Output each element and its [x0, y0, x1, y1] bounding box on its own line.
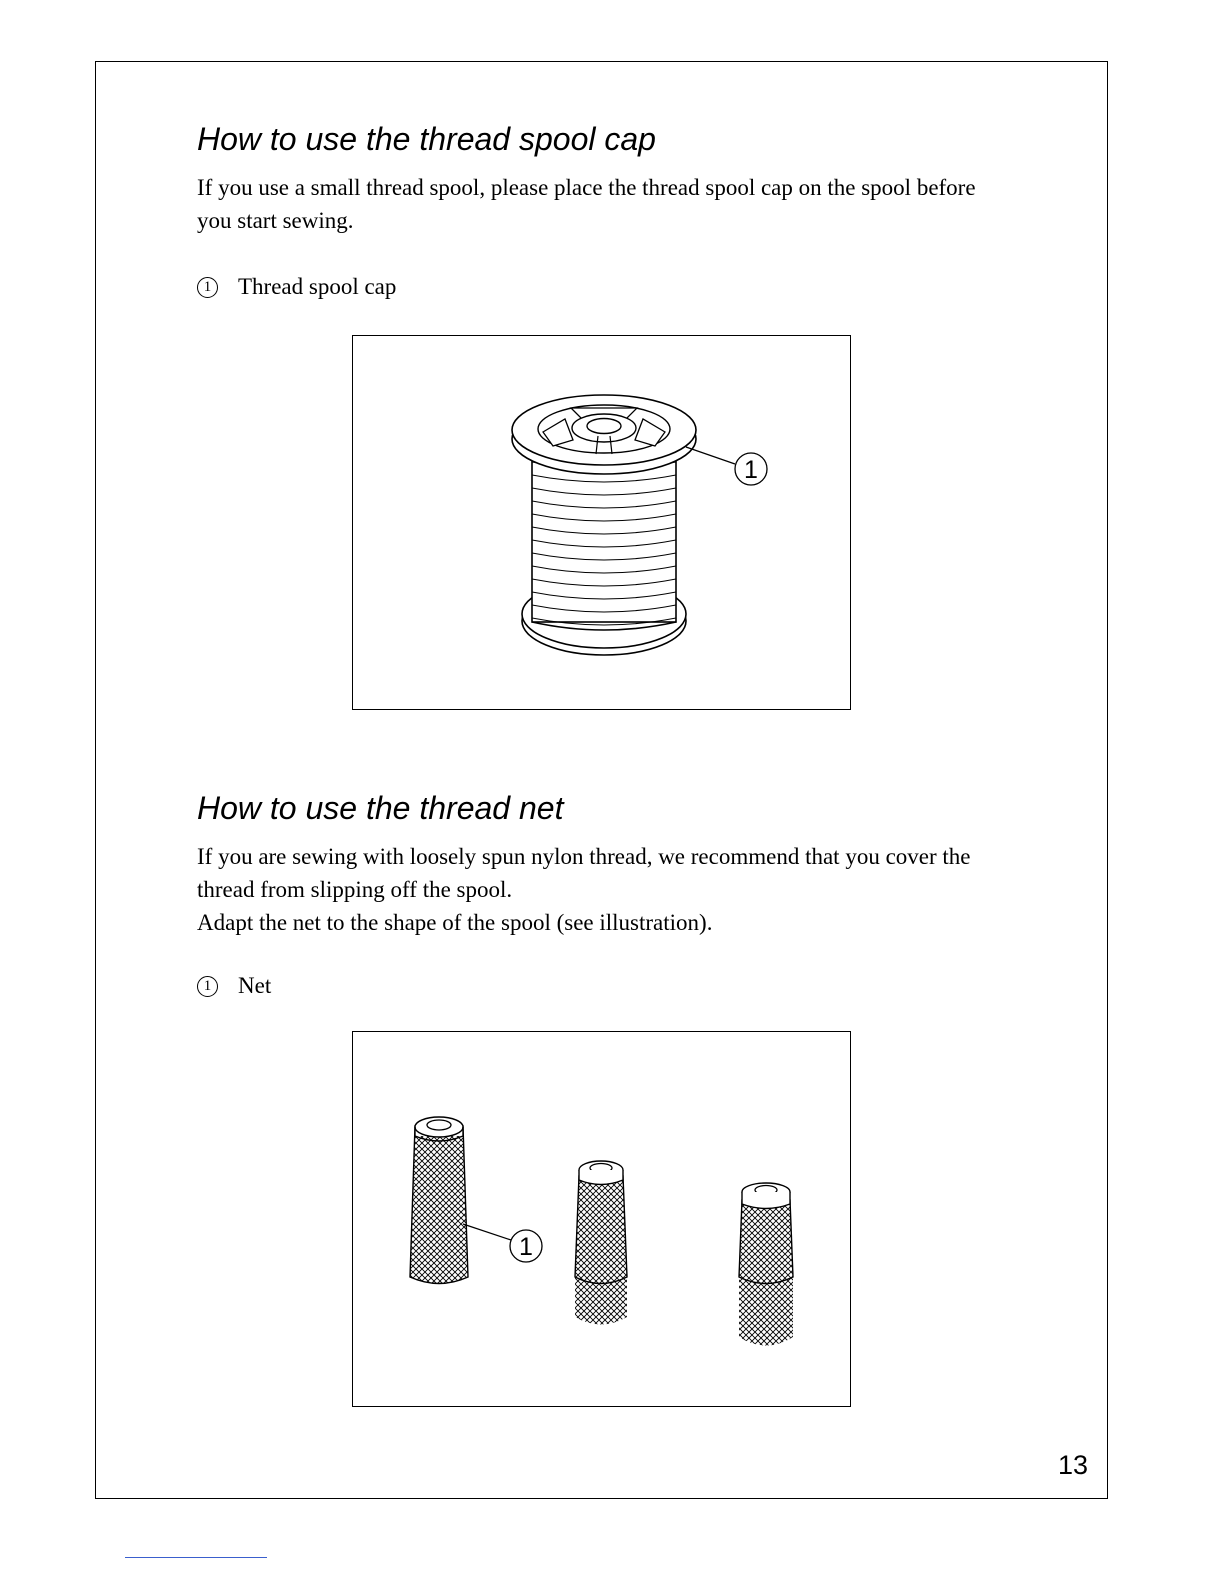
spool-cap-callout: [686, 447, 767, 485]
spool-net-extended-short: [739, 1183, 793, 1346]
spool-cap-figure: [352, 335, 851, 710]
legend-marker: 1: [197, 277, 218, 298]
spool-cap-paragraph-line: If you use a small thread spool, please place the thread spool cap on the spool before: [197, 175, 976, 200]
thread-net-paragraph-line: If you are sewing with loosely spun nylon thread, we recommend that you cover the: [197, 844, 971, 869]
legend-label: Net: [238, 973, 272, 998]
thread-net-figure: [352, 1031, 851, 1407]
section-title-thread-net: How to use the thread net: [197, 790, 564, 826]
thread-spool-with-cap-illustration: [353, 336, 850, 709]
spool-net-extended-medium: [575, 1161, 627, 1325]
thread-net-paragraph: [197, 840, 971, 939]
section-title-spool-cap: How to use the thread spool cap: [197, 121, 656, 157]
spool-cap-paragraph: [197, 171, 976, 237]
legend-label: Thread spool cap: [238, 274, 397, 299]
net-callout: [463, 1224, 542, 1262]
spool-net-full-cover: [410, 1117, 468, 1284]
thread-net-on-spools-illustration: [353, 1032, 850, 1406]
spool-cap-paragraph-line: you start sewing.: [197, 208, 354, 233]
footer-rule: [125, 1557, 267, 1558]
callout-number: 1: [744, 456, 758, 484]
thread-net-paragraph-line: Adapt the net to the shape of the spool (see illustration).: [197, 910, 713, 935]
callout-number: 1: [519, 1233, 533, 1261]
legend-marker: 1: [197, 976, 218, 997]
thread-spool-cap: [512, 395, 696, 474]
page-number: 13: [1057, 1450, 1088, 1480]
thread-net-paragraph-line: thread from slipping off the spool.: [197, 877, 513, 902]
